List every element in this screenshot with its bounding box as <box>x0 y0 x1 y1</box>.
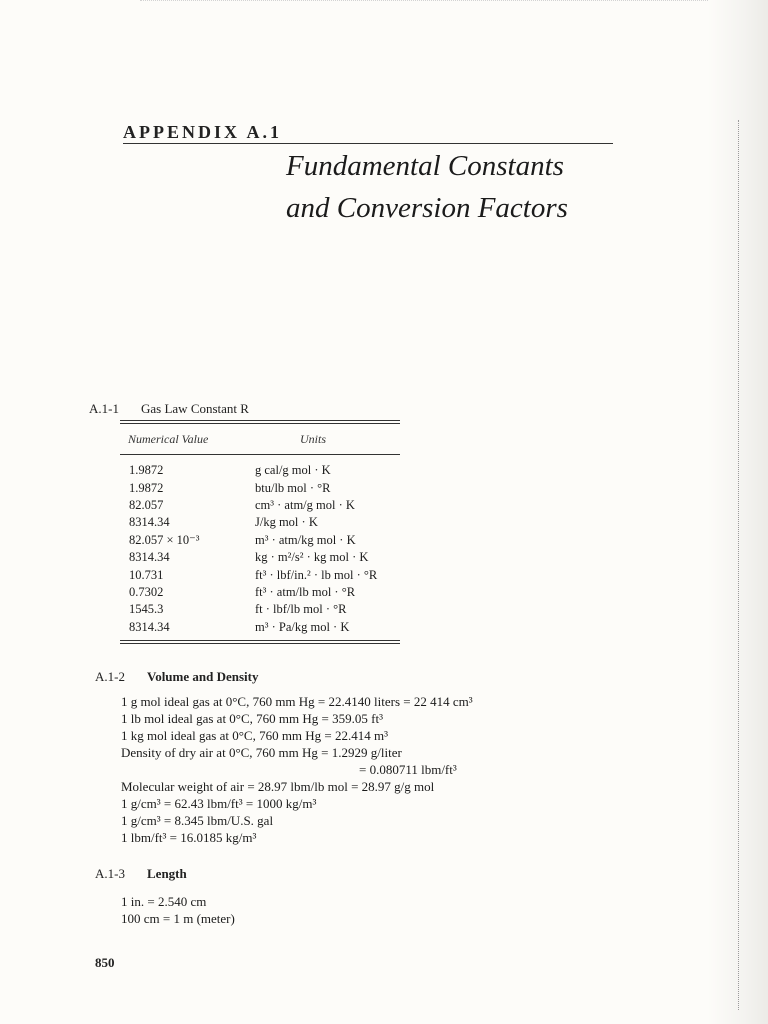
list-item: 1 g mol ideal gas at 0°C, 760 mm Hg = 22.4140 liters = 22 414 cm³ <box>121 694 473 709</box>
table-row <box>120 462 400 479</box>
cell-units: btu/lb mol · °R <box>255 480 331 495</box>
cell-value: 10.731 <box>129 567 164 582</box>
table-row <box>120 566 400 583</box>
section-number: A.1-3 <box>95 866 125 881</box>
table-row <box>120 619 400 636</box>
cell-units: m³ · Pa/kg mol · K <box>255 619 350 634</box>
table-row <box>120 584 400 601</box>
section-heading-length <box>95 866 187 882</box>
appendix-label: APPENDIX A.1 <box>123 122 283 142</box>
list-item: Density of dry air at 0°C, 760 mm Hg = 1.2929 g/liter <box>121 745 402 760</box>
volume-density-list <box>121 693 473 846</box>
cell-value: 1545.3 <box>129 602 164 617</box>
cell-units: ft³ · atm/lb mol · °R <box>255 584 356 599</box>
list-item: 100 cm = 1 m (meter) <box>121 911 235 926</box>
list-item: 1 g/cm³ = 8.345 lbm/U.S. gal <box>121 813 274 828</box>
cell-units: ft · lbf/lb mol · °R <box>255 602 347 617</box>
table-header <box>120 424 400 454</box>
cell-value: 8314.34 <box>129 515 170 530</box>
list-item: 1 lbm/ft³ = 16.0185 kg/m³ <box>121 830 257 845</box>
list-item: 1 g/cm³ = 62.43 lbm/ft³ = 1000 kg/m³ <box>121 796 317 811</box>
table-row <box>120 601 400 618</box>
list-item: 1 lb mol ideal gas at 0°C, 760 mm Hg = 359.05 ft³ <box>121 711 383 726</box>
section-number: A.1-2 <box>95 669 125 684</box>
length-list <box>121 893 235 927</box>
list-item: 1 kg mol ideal gas at 0°C, 760 mm Hg = 22.414 m³ <box>121 728 389 743</box>
cell-value: 8314.34 <box>129 550 170 565</box>
cell-units: m³ · atm/kg mol · K <box>255 532 356 547</box>
cell-units: kg · m²/s² · kg mol · K <box>255 550 369 565</box>
gas-law-table <box>120 420 400 644</box>
table-row <box>120 532 400 549</box>
cell-units: g cal/g mol · K <box>255 463 331 478</box>
list-item: = 0.080711 lbm/ft³ <box>359 762 457 777</box>
cell-value: 82.057 × 10⁻³ <box>129 533 200 548</box>
cell-value: 8314.34 <box>129 619 170 634</box>
section-heading-gas-law <box>89 401 249 417</box>
header-units: Units <box>299 431 326 446</box>
table-row <box>120 549 400 566</box>
cell-value: 82.057 <box>129 497 164 512</box>
cell-value: 1.9872 <box>129 480 164 495</box>
title-line-1: Fundamental Constants <box>286 150 564 182</box>
section-title: Volume and Density <box>147 669 259 684</box>
cell-value: 1.9872 <box>129 463 164 478</box>
section-title: Gas Law Constant R <box>141 401 249 416</box>
table-bottom-rule <box>120 640 400 644</box>
scan-edge-specks <box>140 0 760 17</box>
cell-units: cm³ · atm/g mol · K <box>255 497 355 512</box>
section-number: A.1-1 <box>89 401 119 416</box>
table-row <box>120 497 400 514</box>
page-number: 850 <box>95 955 115 970</box>
cell-value: 0.7302 <box>129 584 164 599</box>
section-heading-volume-density <box>95 669 258 685</box>
scan-edge-line <box>738 120 740 1010</box>
list-item: Molecular weight of air = 28.97 lbm/lb mol = 28.97 g/g mol <box>121 779 435 794</box>
section-title: Length <box>147 866 187 881</box>
page-title <box>286 145 568 229</box>
table-body <box>120 455 400 640</box>
cell-units: J/kg mol · K <box>255 515 318 530</box>
title-line-2: and Conversion Factors <box>286 192 568 224</box>
list-item: 1 in. = 2.540 cm <box>121 894 207 909</box>
appendix-rule <box>123 143 613 144</box>
header-numerical-value: Numerical Value <box>128 431 209 446</box>
cell-units: ft³ · lbf/in.² · lb mol · °R <box>255 567 378 582</box>
table-row <box>120 479 400 496</box>
table-row <box>120 514 400 531</box>
